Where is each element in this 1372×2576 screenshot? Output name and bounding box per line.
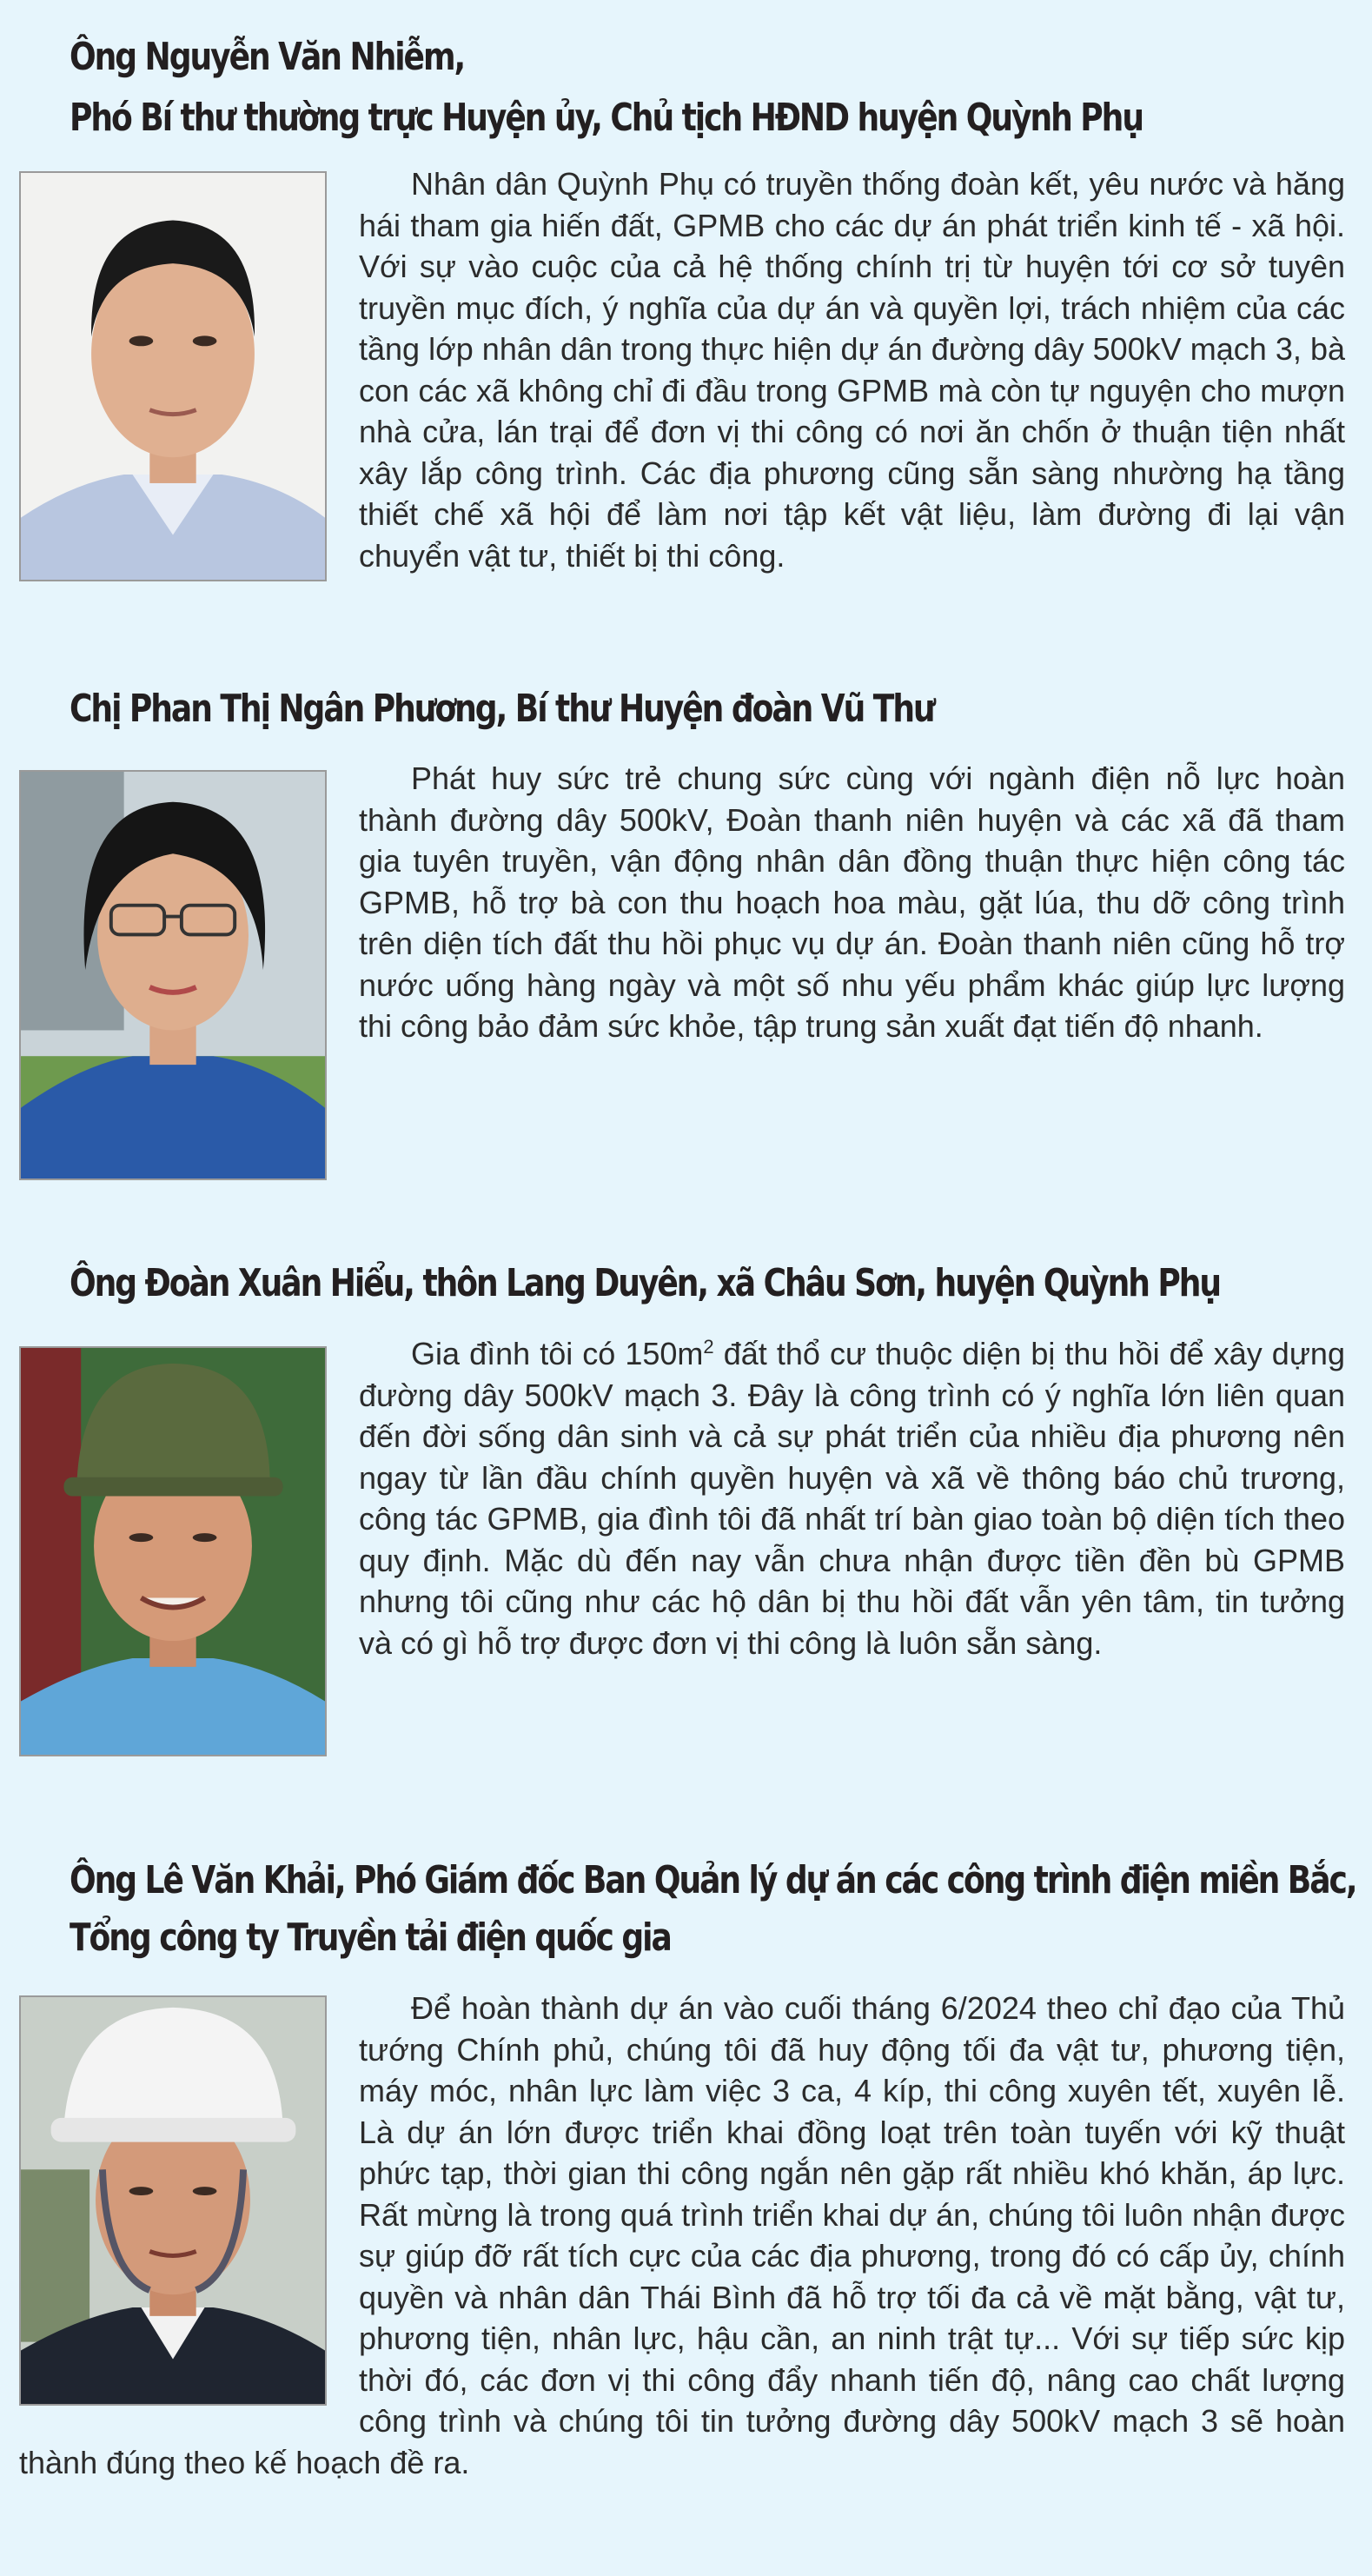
- section-2-heading: Chị Phan Thị Ngân Phương, Bí thư Huyện đoàn Vũ Thư: [70, 687, 934, 731]
- squared-superscript: 2: [703, 1336, 714, 1358]
- section-1-heading-title: Phó Bí thư thường trực Huyện ủy, Chủ tịch HĐND huyện Quỳnh Phụ: [70, 96, 1143, 140]
- portrait-doan-xuan-hieu: [19, 1346, 327, 1756]
- portrait-nguyen-van-nhiem: [19, 171, 327, 581]
- section-3-quote: [359, 1333, 1345, 1663]
- section-4-heading-name: Ông Lê Văn Khải, Phó Giám đốc Ban Quản lý dự án các công trình điện miền Bắc,: [70, 1858, 1356, 1902]
- section-2-quote: Phát huy sức trẻ chung sức cùng với ngành điện nỗ lực hoàn thành đường dây 500kV, Đoàn thanh niên huyện và các xã đã tham gia tuyên truyền, vận động nhân dân đồng thuận thực hiện công tác GPMB, hỗ trợ bà con thu hoạch hoa màu, gặt lúa, thu dỡ công trình trên diện tích đất thu hồi phục vụ dự án. Đoàn thanh niên cũng hỗ trợ nước uống hàng ngày và một số nhu yếu phẩm khác giúp lực lượng thi công bảo đảm sức khỏe, tập trung sản xuất đạt tiến độ nhanh.: [359, 760, 1345, 1044]
- section-4-body: [19, 1988, 1345, 2483]
- section-3-quote-start: Gia đình tôi có 150m: [411, 1336, 704, 1371]
- section-1-quote: Nhân dân Quỳnh Phụ có truyền thống đoàn kết, yêu nước và hăng hái tham gia hiến đất, GPMB cho các dự án phát triển kinh tế - xã hội. Với sự vào cuộc của cả hệ thống chính trị từ huyện tới cơ sở tuyên truyền mục đích, ý nghĩa của dự án và quyền lợi, trách nhiệm của các tầng lớp nhân dân trong thực hiện dự án đường dây 500kV mạch 3, bà con các xã không chỉ đi đầu trong GPMB mà còn tự nguyện cho mượn nhà cửa, lán trại để đơn vị thi công có nơi ăn chốn ở thuận tiện nhất xây lắp công trình. Các địa phương cũng sẵn sàng nhường hạ tầng thiết chế xã hội để làm nơi tập kết vật liệu, làm đường đi lại vận chuyển vật tư, thiết bị thi công.: [359, 166, 1345, 574]
- section-4-quote: Để hoàn thành dự án vào cuối tháng 6/2024 theo chỉ đạo của Thủ tướng Chính phủ, chúng tôi đã huy động tối đa vật tư, phương tiện, máy móc, nhân lực làm việc 3 ca, 4 kíp, thi công xuyên tết, xuyên lễ. Là dự án lớn được triển khai đồng loạt trên toàn tuyến với kỹ thuật phức tạp, thời gian thi công ngắn nên gặp rất nhiều khó khăn, áp lực. Rất mừng là trong quá trình triển khai dự án, chúng tôi luôn nhận được sự giúp đỡ rất tích cực của các địa phương, trong đó có cấp ủy, chính quyền và nhân dân Thái Bình đã hỗ trợ tối đa cả về mặt bằng, vật tư, phương tiện, nhân lực, hậu cần, an ninh trật tự... Với sự tiếp sức kịp thời đó, các đơn vị thi công đẩy nhanh tiến độ, nâng cao chất lượng công trình và chúng tôi tin tưởng đường dây 500kV mạch 3 sẽ hoàn thành đúng theo kế hoạch đề ra.: [19, 1990, 1345, 2480]
- section-1-heading-name: Ông Nguyễn Văn Nhiễm,: [70, 35, 465, 79]
- section-3-quote-end: đất thổ cư thuộc diện bị thu hồi để xây dựng đường dây 500kV mạch 3. Đây là công trình có ý nghĩa lớn liên quan đến đời sống dân sinh và cả sự phát triển của nhiều địa phương nên ngay từ lần đầu chính quyền huyện và xã về thông báo chủ trương, công tác GPMB, gia đình tôi đã nhất trí bàn giao toàn bộ diện tích theo quy định. Mặc dù đến nay vẫn chưa nhận được tiền đền bù GPMB nhưng tôi cũng như các hộ dân bị thu hồi đất vẫn yên tâm, tin tưởng và có gì hỗ trợ được đơn vị thi công là luôn sẵn sàng.: [359, 1336, 1345, 1661]
- section-4-heading-org: Tổng công ty Truyền tải điện quốc gia: [70, 1915, 671, 1960]
- section-3-heading: Ông Đoàn Xuân Hiểu, thôn Lang Duyên, xã Châu Sơn, huyện Quỳnh Phụ: [70, 1261, 1221, 1305]
- portrait-phan-thi-ngan-phuong: [19, 770, 327, 1180]
- portrait-le-van-khai: [19, 1995, 327, 2406]
